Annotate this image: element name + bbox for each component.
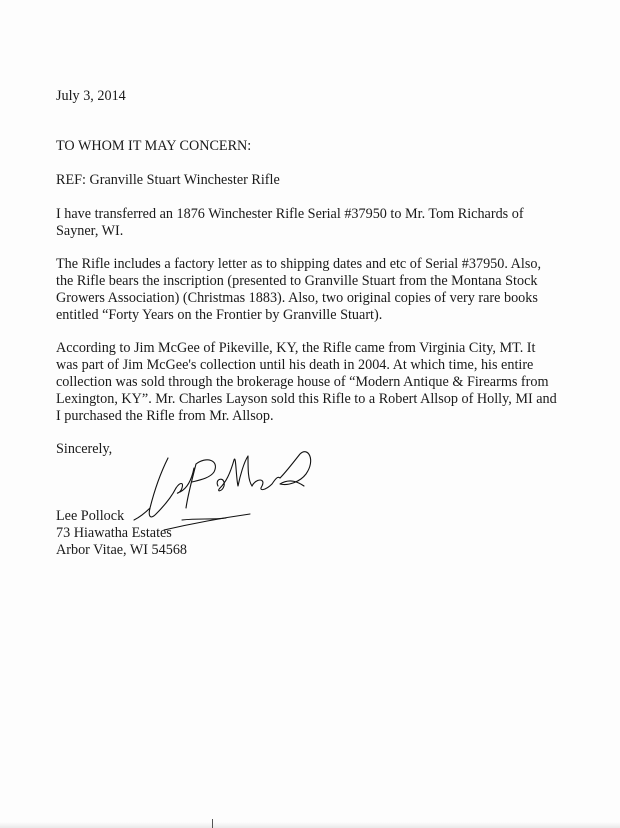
reference-line: REF: Granville Stuart Winchester Rifle <box>56 172 280 188</box>
sender-name: Lee Pollock <box>56 508 125 524</box>
signature-stroke <box>182 518 226 520</box>
signature-stroke <box>280 452 311 486</box>
paragraph-inscription <box>56 256 576 324</box>
paragraph-line: I have transferred an 1876 Winchester Rifle Serial #37950 to Mr. Tom Richards of <box>56 206 524 222</box>
paragraph-line: The Rifle includes a factory letter as to shipping dates and etc of Serial #37950. Also, <box>56 256 542 272</box>
paragraph-provenance <box>56 340 576 425</box>
signature-stroke <box>134 508 150 520</box>
paragraph-line: Lexington, KY”. Mr. Charles Layson sold this Rifle to a Robert Allsop of Holly, MI and <box>56 391 557 407</box>
scan-edge <box>0 822 620 828</box>
paragraph-line: I purchased the Rifle from Mr. Allsop. <box>56 408 274 424</box>
paragraph-line: Growers Association) (Christmas 1883). Also, two original copies of very rare books <box>56 290 538 306</box>
signature-stroke <box>149 458 176 517</box>
letter-date: July 3, 2014 <box>56 88 126 104</box>
paragraph-line: the Rifle bears the inscription (presented to Granville Stuart from the Montana Stock <box>56 273 538 289</box>
paragraph-line: According to Jim McGee of Pikeville, KY, the Rifle came from Virginia City, MT. It <box>56 340 536 356</box>
signature-stroke <box>192 460 215 482</box>
paragraph-line: collection was sold through the brokerage house of “Modern Antique & Firearms from <box>56 374 549 390</box>
scan-tick-mark <box>212 819 213 828</box>
sender-address-line1: 73 Hiawatha Estates <box>56 525 172 541</box>
paragraph-line: entitled “Forty Years on the Frontier by Granville Stuart). <box>56 307 383 323</box>
signature-stroke <box>164 514 250 530</box>
paragraph-transfer <box>56 206 576 240</box>
paragraph-line: was part of Jim McGee's collection until his death in 2004. At which time, his entire <box>56 357 534 373</box>
sender-address-line2: Arbor Vitae, WI 54568 <box>56 542 188 558</box>
signature-stroke <box>217 456 252 491</box>
handwritten-signature <box>130 448 330 533</box>
salutation: TO WHOM IT MAY CONCERN: <box>56 138 252 154</box>
signature-stroke <box>252 477 280 489</box>
closing: Sincerely, <box>56 441 113 457</box>
paragraph-line: Sayner, WI. <box>56 223 124 239</box>
